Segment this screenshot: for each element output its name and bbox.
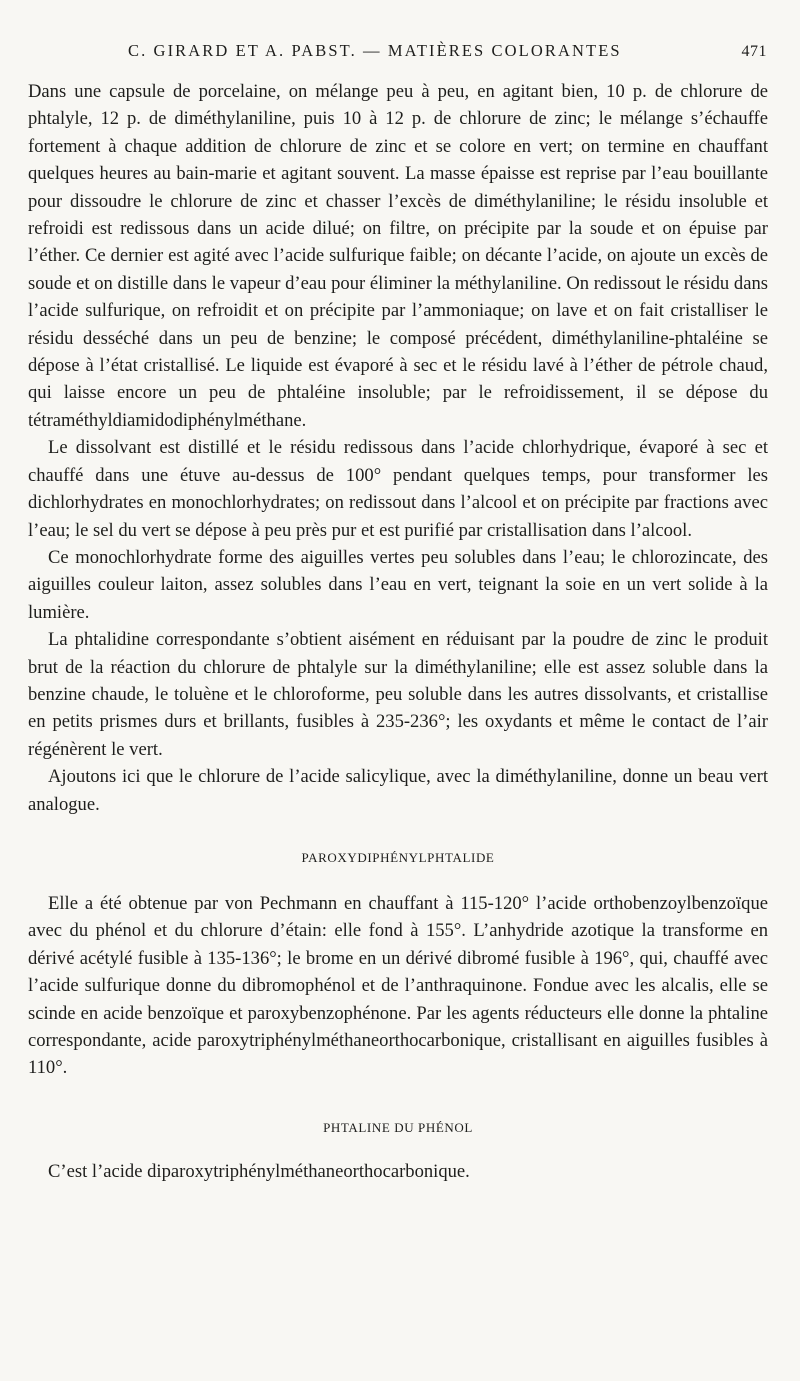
- page-number: 471: [741, 43, 767, 60]
- body-text: [28, 78, 768, 1185]
- paragraph-paroxydiphenylphtalide: Elle a été obtenue par von Pechmann en chauffant à 115-120° l’acide orthobenzoylbenzoïque avec du phénol et du chlorure d’étain: elle fond à 155°. L’anhydride azotique la transforme en dérivé acétylé fusible à 135-136°; le brome en un dérivé dibromé fusible à 196°, qui, chauffé avec l’acide sulfurique donne du dibromophénol et de l’anthraquinone. Fondue avec les alcalis, elle se scinde en acide benzoïque et paroxybenzophénone. Par les agents réducteurs elle donne la phtaline correspondante, acide paroxytriphénylméthaneorthocarbonique, cristallisant en aiguilles fusibles à 110°.: [28, 892, 768, 1079]
- running-head: C. GIRARD ET A. PABST. — MATIÈRES COLORANTES: [128, 41, 622, 60]
- paragraph-preparation: Dans une capsule de porcelaine, on mélange peu à peu, en agitant bien, 10 p. de chlorure de phtalyle, 12 p. de diméthylaniline, puis 10 à 12 p. de chlorure de zinc; le mélange s’échauffe fortement à chaque addition de chlorure de zinc et se colore en vert; on termine en chauffant quelques heures au bain-marie et agitant souvent. La masse épaisse est reprise par l’eau bouillante pour dissoudre le chlorure de zinc et chasser l’excès de diméthylaniline; le résidu insoluble et refroidi est redissous dans un acide dilué; on filtre, on précipite par la soude et on épuise par l’éther. Ce dernier est agité avec l’acide sulfurique faible; on décante l’acide, on ajoute un excès de soude et on distille dans le vapeur d’eau pour éliminer la méthylaniline. On redissout le résidu dans l’acide sulfurique, on refroidit et on précipite par l’ammoniaque; on lave et on fait cristalliser le résidu desséché dans un peu de benzine; le composé précédent, diméthylaniline-phtaléine se dépose à l’état cristallisé. Le liquide est évaporé à sec et le résidu lavé à l’éther de pétrole chaud, qui laisse encore un peu de phtaléine insoluble; par le refroidissement, il se dépose du tétraméthyldiamidodiphénylméthane.: [28, 81, 768, 431]
- section-heading-paroxydiphenylphtalide: PAROXYDIPHÉNYLPHTALIDE: [301, 849, 495, 865]
- paragraph-salicylique: Ajoutons ici que le chlorure de l’acide salicylique, avec la diméthylaniline, donne un beau vert analogue.: [28, 766, 768, 815]
- paragraph-dissolvant: Le dissolvant est distillé et le résidu redissous dans l’acide chlorhydrique, évaporé à sec et chauffé dans une étuve au-dessus de 100° pendant quelques temps, pour transformer les dichlorhydrates en monochlorhydrates; on redissout dans l’alcool et on précipite par fractions avec l’eau; le sel du vert se dépose à peu près pur et est purifié par cristallisation dans l’alcool.: [28, 437, 768, 541]
- paragraph-phtalidine: La phtalidine correspondante s’obtient aisément en réduisant par la poudre de zinc le produit brut de la réaction du chlorure de phtalyle sur la diméthylaniline; elle est assez soluble dans la benzine chaude, le toluène et le chloroforme, peu soluble dans les autres dissolvants, et cristallise en petits prismes durs et brillants, fusibles à 235-236°; les oxydants et même le contact de l’air régénèrent le vert.: [28, 629, 768, 760]
- paragraph-monochlorhydrate: Ce monochlorhydrate forme des aiguilles vertes peu solubles dans l’eau; le chlorozincate, des aiguilles couleur laiton, assez solubles dans l’eau en vert, teignant la soie en un vert solide à la lumière.: [28, 546, 768, 623]
- section-heading-phtaline-du-phenol: PHTALINE DU PHÉNOL: [323, 1119, 473, 1135]
- paragraph-phtaline-du-phenol: C’est l’acide diparoxytriphénylméthaneorthocarbonique.: [48, 1160, 470, 1182]
